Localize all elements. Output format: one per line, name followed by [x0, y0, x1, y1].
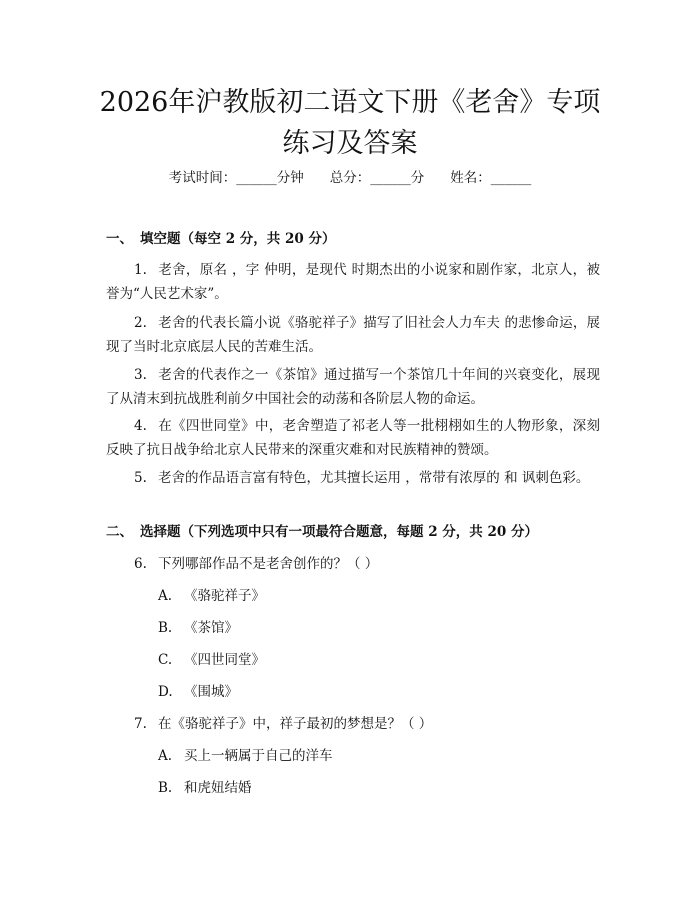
question-3 [106, 363, 600, 411]
option-6a [158, 586, 265, 606]
question-number: 3. [134, 367, 147, 383]
question-text: 在《骆驼祥子》中，祥子最初的梦想是？（ ） [158, 716, 433, 732]
question-2 [106, 311, 600, 359]
option-letter: A. [158, 588, 173, 604]
question-7 [134, 714, 432, 734]
question-number: 2. [134, 315, 147, 331]
option-text: 《骆驼祥子》 [184, 588, 265, 604]
option-letter: A. [158, 748, 173, 764]
question-4 [106, 414, 600, 462]
question-number: 5. [134, 470, 147, 486]
option-text: 《四世同堂》 [184, 652, 265, 668]
exam-time: 考试时间：______分钟 [168, 170, 304, 186]
question-number: 6. [134, 556, 147, 572]
question-text: 老舍的作品语言富有特色，尤其擅长运用 ，常带有浓厚的 和 讽刺色彩。 [158, 470, 590, 486]
section-heading-text: 填空题（每空 2 分，共 20 分） [140, 231, 336, 247]
document-title: 2026年沪教版初二语文下册《老舍》专项练习及答案 [99, 87, 601, 159]
section-heading-text: 选择题（下列选项中只有一项最符合题意，每题 2 分，共 20 分） [140, 524, 538, 540]
question-number: 7. [134, 716, 147, 732]
option-text: 《茶馆》 [184, 620, 238, 636]
section-heading-fill-blank [106, 229, 335, 249]
option-text: 《围城》 [184, 684, 238, 700]
question-number: 4. [134, 418, 147, 434]
option-7a [158, 746, 333, 766]
option-7b [158, 778, 252, 798]
question-text: 下列哪部作品不是老舍创作的？（ ） [158, 556, 379, 572]
option-text: 和虎妞结婚 [184, 780, 252, 796]
question-text: 老舍，原名 ，字 仲明，是现代 时期杰出的小说家和剧作家，北京人，被誉为“人民艺术家”。 [106, 262, 600, 302]
question-1 [106, 258, 600, 306]
option-letter: C. [158, 652, 173, 668]
question-5 [106, 466, 600, 490]
exam-info [0, 168, 700, 188]
exam-score: 总分：______分 [329, 170, 425, 186]
section-number: 二、 [106, 524, 133, 540]
option-letter: B. [158, 620, 173, 636]
option-6c [158, 650, 265, 670]
option-6d [158, 682, 238, 702]
section-number: 一、 [106, 231, 133, 247]
question-text: 在《四世同堂》中，老舍塑造了祁老人等一批栩栩如生的人物形象，深刻反映了抗日战争给北京人民带来的深重灾难和对民族精神的赞颂。 [106, 418, 600, 458]
exam-name: 姓名：______ [450, 170, 532, 186]
section-heading-multiple-choice [106, 522, 538, 542]
question-text: 老舍的代表长篇小说《骆驼祥子》描写了旧社会人力车夫 的悲惨命运，展现了当时北京底层人民的苦难生活。 [106, 315, 600, 355]
option-6b [158, 618, 238, 638]
question-6 [134, 554, 378, 574]
option-letter: D. [158, 684, 173, 700]
option-text: 买上一辆属于自己的洋车 [184, 748, 333, 764]
question-number: 1. [134, 262, 147, 278]
option-letter: B. [158, 780, 173, 796]
question-text: 老舍的代表作之一《茶馆》通过描写一个茶馆几十年间的兴衰变化，展现了从清末到抗战胜利前夕中国社会的动荡和各阶层人物的命运。 [106, 367, 600, 407]
